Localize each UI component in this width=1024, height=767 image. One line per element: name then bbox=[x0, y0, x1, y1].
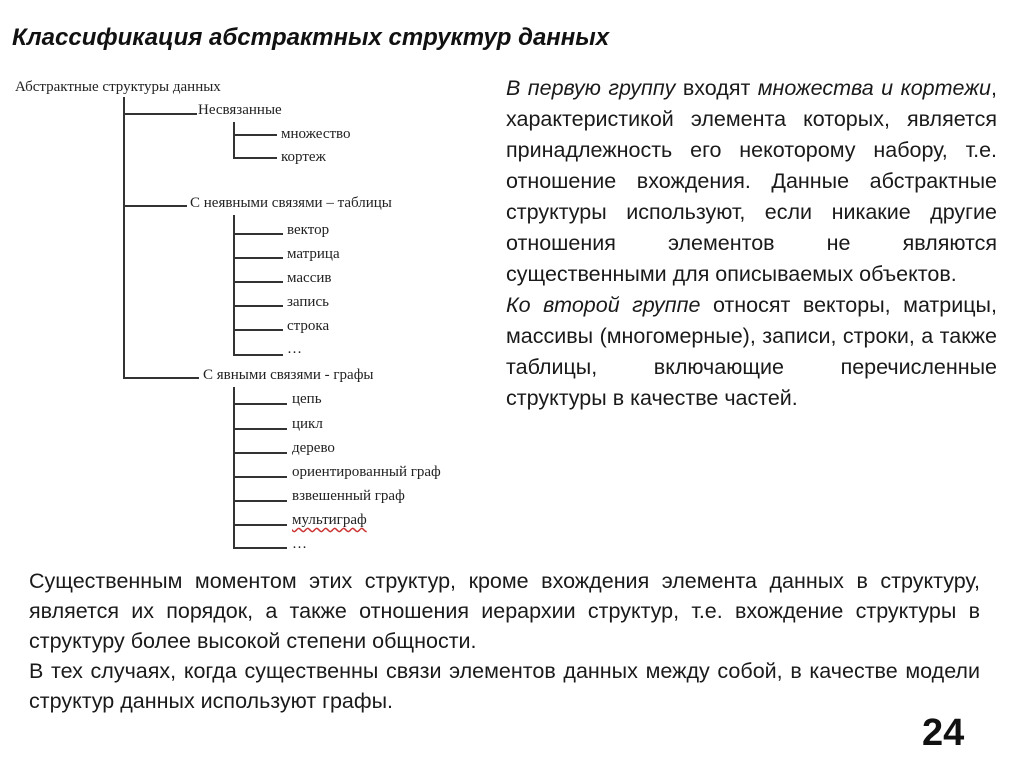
text-run: входят bbox=[675, 76, 758, 100]
tree-item: ориентированный граф bbox=[292, 464, 441, 480]
tree-leaf-line bbox=[233, 329, 283, 331]
emphasis-second-group: Ко второй группе bbox=[506, 293, 701, 317]
tree-leaf-line bbox=[233, 524, 287, 526]
bottom-paragraph-1: Существенным моментом этих структур, кроме вхождения элемента данных в структуру, является их порядок, а также отношения иерархии структур, т.е. вхождение структуры в структуру более высокой степени общности. bbox=[29, 569, 980, 653]
right-text-block bbox=[506, 73, 997, 414]
tree-leaf-line bbox=[233, 134, 277, 136]
tree-leaf-line bbox=[233, 476, 287, 478]
tree-item: … bbox=[287, 341, 302, 357]
bottom-paragraph-2: В тех случаях, когда существенны связи элементов данных между собой, в качестве модели структур данных используют графы. bbox=[29, 659, 980, 713]
tree-leaf-line bbox=[233, 157, 277, 159]
text-run: , характеристикой элемента которых, является принадлежность его некоторому набору, т.е. отношение вхождения. Данные абстрактные структуры используют, если никакие другие отношения элементов не являются существенными для описываемых объектов. bbox=[506, 76, 997, 286]
text-run: относят векторы, матрицы, массивы (многомерные), записи, строки, а также таблицы, включающие перечисленные структуры в качестве частей. bbox=[506, 293, 997, 410]
tree-item: вектор bbox=[287, 222, 330, 238]
tree-subtrunk bbox=[233, 215, 235, 356]
tree-leaf-line bbox=[233, 305, 283, 307]
page-number: 24 bbox=[922, 712, 965, 754]
tree-branch bbox=[123, 205, 187, 207]
right-paragraph-2 bbox=[506, 290, 997, 414]
tree-leaf-line bbox=[233, 233, 283, 235]
tree-root: Абстрактные структуры данных bbox=[15, 79, 221, 95]
tree-item: взвешенный граф bbox=[292, 488, 405, 504]
tree-leaf-line bbox=[233, 403, 287, 405]
tree-item: кортеж bbox=[281, 149, 326, 165]
tree-item: множество bbox=[281, 126, 351, 142]
tree-item: цикл bbox=[292, 416, 323, 432]
slide-title: Классификация абстрактных структур данных bbox=[12, 24, 610, 51]
tree-trunk bbox=[123, 97, 125, 379]
tree-leaf-line bbox=[233, 428, 287, 430]
emphasis-sets-tuples: множества и кортежи bbox=[757, 76, 992, 100]
tree-item: цепь bbox=[292, 391, 322, 407]
tree-subtrunk bbox=[233, 122, 235, 158]
tree-item: матрица bbox=[287, 246, 340, 262]
tree-group-label: С явными связями - графы bbox=[203, 367, 374, 383]
tree-item: дерево bbox=[292, 440, 335, 456]
tree-leaf-line bbox=[233, 500, 287, 502]
tree-leaf-line bbox=[233, 281, 283, 283]
tree-item: … bbox=[292, 536, 307, 552]
tree-leaf-line bbox=[233, 257, 283, 259]
classification-tree bbox=[0, 0, 520, 560]
tree-item: строка bbox=[287, 318, 330, 334]
tree-leaf-line bbox=[233, 452, 287, 454]
tree-branch bbox=[123, 113, 197, 115]
tree-group-label: Несвязанные bbox=[198, 102, 282, 118]
tree-item: массив bbox=[287, 270, 332, 286]
tree-leaf-line bbox=[233, 354, 283, 356]
tree-group-label: С неявными связями – таблицы bbox=[190, 195, 392, 211]
tree-item: мультиграф bbox=[292, 512, 367, 528]
tree-item: запись bbox=[287, 294, 329, 310]
tree-leaf-line bbox=[233, 547, 287, 549]
tree-branch bbox=[123, 377, 199, 379]
bottom-text-block bbox=[29, 566, 980, 716]
emphasis-first-group: В первую группу bbox=[506, 76, 676, 100]
right-paragraph-1 bbox=[506, 73, 997, 290]
